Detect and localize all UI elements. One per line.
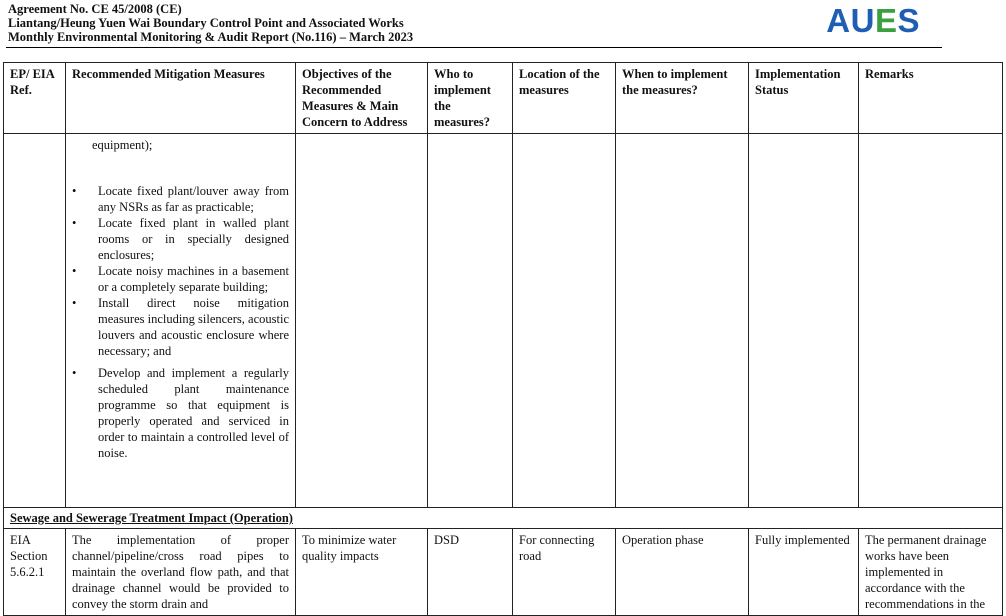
cell-ref [4, 134, 66, 508]
logo-letter-a: A [826, 2, 851, 39]
agreement-number: Agreement No. CE 45/2008 (CE) [8, 2, 182, 16]
logo-letter-e: E [874, 2, 898, 39]
aues-logo [826, 4, 920, 38]
cell-status: Fully implemented [749, 529, 859, 616]
cell-measures [66, 134, 296, 508]
col-header-objectives: Objectives of the Recommended Measures & Main Concern to Address [296, 63, 428, 134]
col-header-ref: EP/ EIA Ref. [4, 63, 66, 134]
cell-measures: The implementation of proper channel/pipeline/cross road pipes to maintain the overland flow path, and that drainage channel would be provided to convey the storm drain and [66, 529, 296, 616]
header-divider [6, 47, 942, 48]
bullet-icon: • [72, 296, 77, 310]
table-header-row [4, 63, 1003, 134]
list-item: • Locate fixed plant in walled plant rooms or in specially designed enclosures; [72, 216, 289, 262]
cell-location: For connecting road [513, 529, 616, 616]
section-row [4, 508, 1003, 529]
logo-letter-u: U [850, 2, 875, 39]
bullet-icon: • [72, 366, 77, 380]
mitigation-measures-table [3, 62, 1003, 616]
cell-location [513, 134, 616, 508]
list-item: • Develop and implement a regularly scheduled plant maintenance programme so that equipment is properly operated and serviced in order to maintain a controlled level of noise. [72, 366, 289, 460]
col-header-remarks: Remarks [859, 63, 1003, 134]
section-title: Sewage and Sewerage Treatment Impact (Operation) [4, 508, 1003, 529]
list-item: • Install direct noise mitigation measures including silencers, acoustic louvers and acoustic enclosure where necessary; and [72, 296, 289, 358]
cell-objectives: To minimize water quality impacts [296, 529, 428, 616]
list-item: • Locate noisy machines in a basement or a completely separate building; [72, 264, 289, 294]
project-title: Liantang/Heung Yuen Wai Boundary Control Point and Associated Works [8, 16, 404, 30]
col-header-who: Who to implement the measures? [428, 63, 513, 134]
cell-who [428, 134, 513, 508]
document-header [8, 2, 413, 44]
cell-when [616, 134, 749, 508]
cell-objectives [296, 134, 428, 508]
cell-remarks: The permanent drainage works have been implemented in accordance with the recommendations in the [859, 529, 1003, 616]
cell-status [749, 134, 859, 508]
cell-who: DSD [428, 529, 513, 616]
col-header-status: Implementation Status [749, 63, 859, 134]
list-item: • Locate fixed plant/louver away from any NSRs as far as practicable; [72, 184, 289, 214]
cell-when: Operation phase [616, 529, 749, 616]
table-row [4, 134, 1003, 508]
col-header-measures: Recommended Mitigation Measures [66, 63, 296, 134]
bullet-icon: • [72, 216, 77, 230]
bullet-icon: • [72, 184, 77, 198]
logo-letter-s: S [897, 2, 920, 39]
continued-text: equipment); [92, 138, 153, 152]
col-header-location: Location of the measures [513, 63, 616, 134]
measures-list [72, 183, 289, 461]
report-title: Monthly Environmental Monitoring & Audit Report (No.116) – March 2023 [8, 30, 414, 44]
table-row [4, 529, 1003, 616]
cell-ref: EIA Section 5.6.2.1 [4, 529, 66, 616]
bullet-icon: • [72, 264, 77, 278]
cell-remarks [859, 134, 1003, 508]
col-header-when: When to implement the measures? [616, 63, 749, 134]
